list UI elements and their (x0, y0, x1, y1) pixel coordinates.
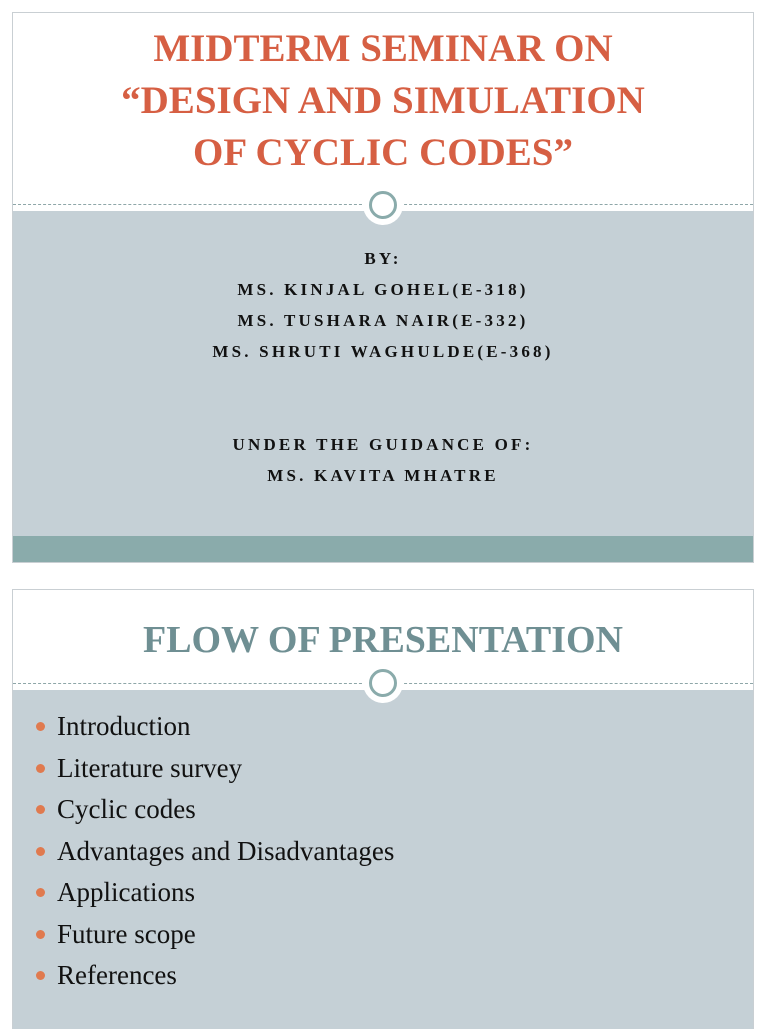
title-area (13, 13, 753, 205)
bullet-dot-icon (36, 805, 45, 814)
list-item-label: Applications (57, 877, 195, 907)
circle-ornament-icon (363, 185, 403, 225)
spacer (13, 367, 753, 429)
list-item (36, 955, 753, 997)
list-item (36, 748, 753, 790)
circle-ornament-icon (363, 663, 403, 703)
bullet-dot-icon (36, 722, 45, 731)
list-item (36, 872, 753, 914)
author-3: MS. SHRUTI WAGHULDE(E-368) (212, 342, 554, 361)
list-item (36, 914, 753, 956)
list-item-label: Literature survey (57, 752, 243, 783)
bullet-dot-icon (36, 930, 45, 939)
list-item-label: References (57, 960, 177, 990)
authors-panel (13, 211, 753, 536)
title-line-3: OF CYCLIC CODES” (193, 131, 573, 174)
title-line-1: MIDTERM SEMINAR ON (153, 27, 613, 70)
title-slide (12, 12, 754, 563)
guidance-label: UNDER THE GUIDANCE OF: (232, 435, 534, 454)
slide-title: FLOW OF PRESENTATION (143, 619, 623, 661)
author-2: MS. TUSHARA NAIR(E-332) (237, 311, 529, 330)
by-label: BY: (364, 249, 402, 268)
list-item-label: Introduction (57, 711, 191, 741)
agenda-panel (13, 690, 753, 1029)
list-item-label: Advantages and Disadvantages (57, 835, 395, 866)
bullet-dot-icon (36, 847, 45, 856)
bullet-dot-icon (36, 764, 45, 773)
agenda-list (13, 690, 753, 997)
footer-bar (13, 536, 753, 563)
agenda-slide (12, 589, 754, 1029)
author-1: MS. KINJAL GOHEL(E-318) (237, 280, 529, 299)
guide-name: MS. KAVITA MHATRE (267, 466, 499, 485)
list-item (36, 706, 753, 748)
authors-block (13, 211, 753, 491)
list-item (36, 789, 753, 831)
title-line-2: “DESIGN AND SIMULATION (121, 79, 645, 122)
list-item-label: Cyclic codes (57, 794, 196, 824)
list-item-label: Future scope (57, 918, 196, 949)
list-item (36, 831, 753, 873)
bullet-dot-icon (36, 971, 45, 980)
bullet-dot-icon (36, 888, 45, 897)
slide-title (13, 13, 753, 179)
